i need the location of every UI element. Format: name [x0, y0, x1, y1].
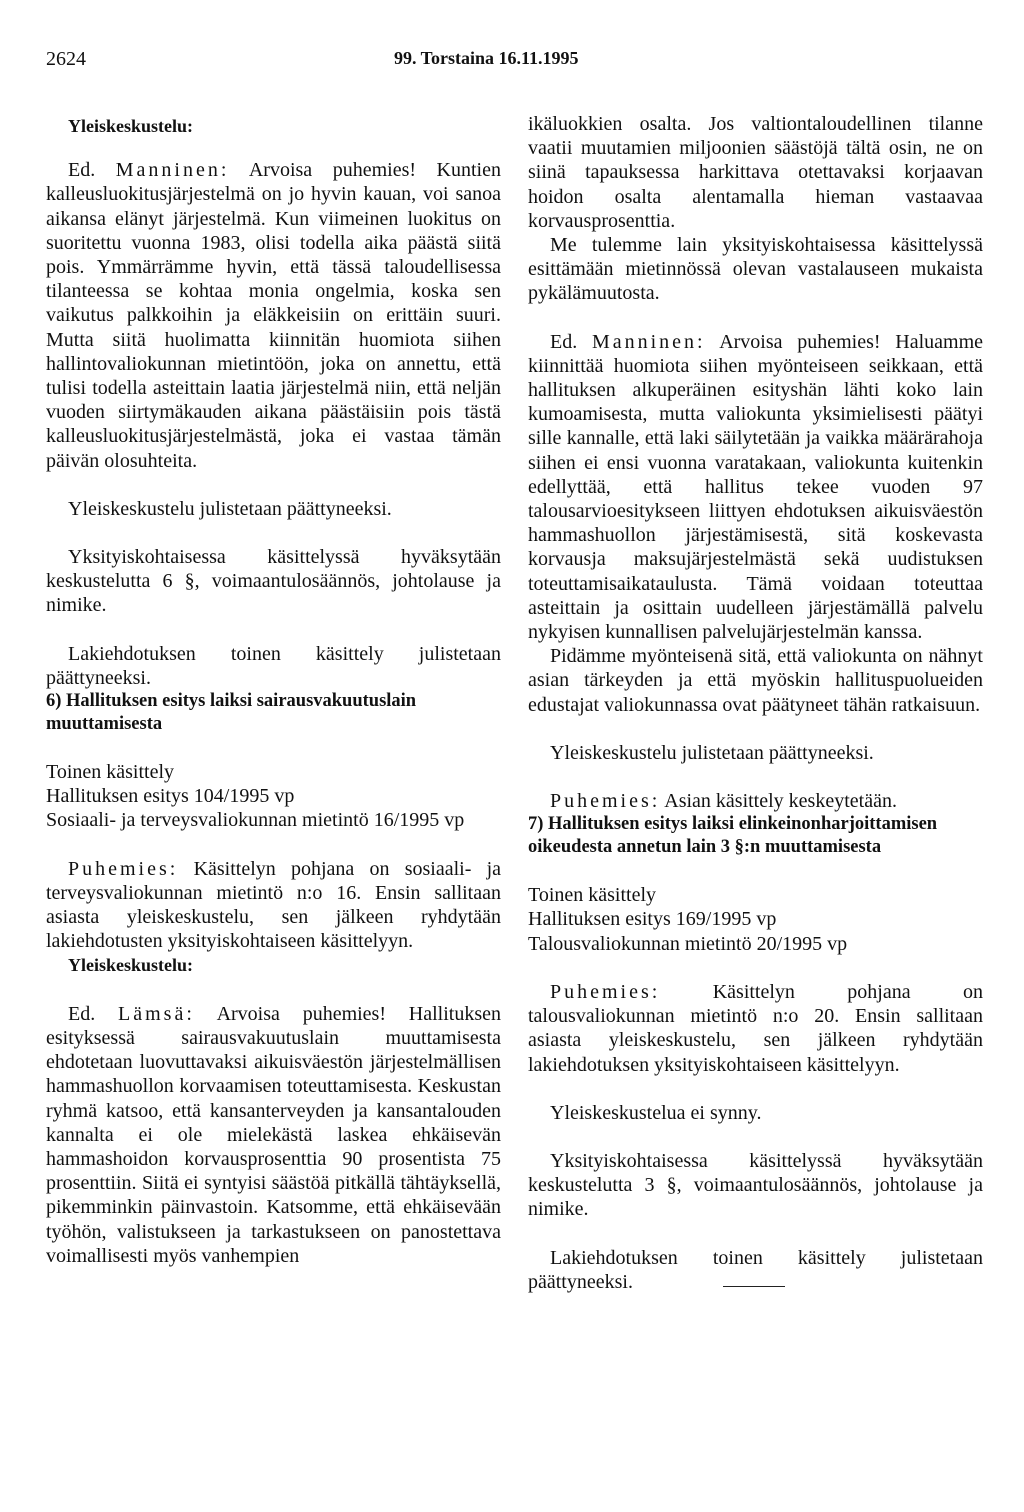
speech-text: Arvoisa puhemies! Kuntien kalleusluokitusjärjestelmä on jo hyvin kauan, voi sanoa aikansa elänyt järjestelmä. Kun viimeinen luokitus on suoritettu vuonna 1983, olisi todella aika päästä siitä pois. Ymmärrämme hyvin, että tässä taloudellisessa tilanteessa se kohtaa monia ongelmia, koska sen vaikutus palkkoihin ja eläkkeisiin on erittäin suuri. Mutta siitä huolimatta kiinnitän huomiota siihen hallintovaliokunnan mietintöön, joka on annettu, että tulisi todella asteittain laatia järjestelmä niin, että neljän vuoden siirtymäkauden aikana päästäisiin pois tästä kalleusluokitusjärjestelmästä, joka ei vastaa tämän päivän olosuhteita.	[46, 159, 501, 472]
speaker-prefix: Ed.	[68, 1002, 96, 1025]
speech-text: Käsittelyn pohjana on sosiaali- ja terveysvaliokunnan mietintö n:o 16. Ensin sallitaan asiasta yleiskeskustelu, sen jälkeen ryhdytään lakiehdotusten yksityiskohtaiseen käsittelyyn.	[46, 857, 502, 953]
speaker-name: Puhemies:	[550, 790, 661, 813]
left-column	[46, 114, 501, 1268]
agenda-item-6-meta	[46, 760, 501, 833]
second-reading-closed-notice: Lakiehdotuksen toinen käsittely julistetaan päättyneeksi.	[528, 1246, 983, 1293]
speech-puhemies	[528, 789, 983, 813]
section-heading: Yleiskeskustelu:	[68, 955, 194, 976]
speech-manninen	[46, 158, 501, 473]
speech-puhemies	[46, 857, 501, 954]
detailed-reading-notice: Yksityiskohtaisessa käsittelyssä hyväksytään keskustelutta 6 §, voimaantulosäännös, johtolause ja nimike.	[46, 546, 501, 617]
meta-line: Hallituksen esitys 169/1995 vp	[528, 908, 777, 931]
agenda-item-7-meta	[528, 883, 983, 956]
speaker-name: Manninen:	[115, 159, 230, 182]
speech-manninen-continued: Pidämme myönteisenä sitä, että valiokunta on nähnyt asian tärkeyden ja että myöskin hallituspuolueiden edustajat valiokunnassa ovat päätyneet tähän ratkaisuun.	[528, 645, 983, 716]
no-debate-notice: Yleiskeskustelua ei synny.	[550, 1101, 762, 1124]
speech-text: Arvoisa puhemies! Haluamme kiinnittää huomiota siihen myönteiseen seikkaan, että hallituksen alkuperäinen esityshän lähti koko lain kumoamisesta, mutta valiokunta yksimielisesti päätyi sille kannalle, että laki säilytetään ja vaikka määrärahoja siihen ei ensi vuonna varatakaan, valiokunta kuitenkin edellyttää, että hallitus tekee vuoden 97 talousarvioesitykseen liittyen ehdotuksen aikuisväestön hammashuollon järjestämisestä, sitä koskevasta korvausja maksujärjestelmästä sekä uudistuksen toteuttamisaikataulusta. Tämä voidaan toteuttaa asteittain ja osittain uudelleen järjestämällä palvelu nykyisen kunnallisen palvelujärjestelmän kanssa.	[528, 330, 983, 644]
page-header	[46, 48, 606, 78]
speech-text: Arvoisa puhemies! Hallituksen esityksessä sairausvakuutuslain muuttamisesta ehdotetaan luovuttavaksi aikuisväestön järjestelmällisen hammashuollon korvaamisen toteuttamisesta. Keskustan ryhmä katsoo, että kansanterveyden ja kansantalouden kannalta ei ole mielekästä laskea ehkäisevän hammashoidon korvausprosenttia 90 prosentista 75 prosenttiin. Siitä ei syntyisi säästöä pitkällä tähtäyksellä, pikemminkin päinvastoin. Katsomme, että ehkäisevään työhön, valistukseen ja tarkastukseen on panostettava voimallisesti myös vanhempien	[46, 1002, 501, 1267]
meta-line: Talousvaliokunnan mietintö 20/1995 vp	[528, 932, 848, 955]
speech-text: Käsittelyn pohjana on talousvaliokunnan mietintö n:o 20. Ensin sallitaan asiasta yleiskeskustelu, sen jälkeen ryhdytään lakiehdotuksen yksityiskohtaiseen käsittelyyn.	[528, 980, 983, 1076]
speech-lamsa-continued: Me tulemme lain yksityiskohtaisessa käsittelyssä esittämään mietinnössä olevan vastalauseen mukaista pykälämuutosta.	[528, 234, 983, 305]
page-number: 2624	[46, 48, 86, 70]
speech-manninen	[528, 330, 983, 645]
session-title: 99. Torstaina 16.11.1995	[394, 48, 579, 68]
closing-block	[528, 1246, 983, 1294]
section-heading: Yleiskeskustelu:	[68, 116, 194, 136]
speaker-name: Puhemies:	[68, 857, 179, 880]
meta-line: Sosiaali- ja terveysvaliokunnan mietintö 16/1995 vp	[46, 809, 465, 832]
right-column	[528, 112, 983, 1294]
debate-closed-notice: Yleiskeskustelu julistetaan päättyneeksi.	[550, 741, 874, 764]
speech-text: Asian käsittely keskeytetään.	[664, 790, 897, 813]
agenda-item-7-title: 7) Hallituksen esitys laiksi elinkeinonharjoittamisen oikeudesta annetun lain 3 §:n muuttamisesta	[528, 814, 938, 858]
meta-line: Toinen käsittely	[46, 761, 175, 784]
second-reading-closed-notice: Lakiehdotuksen toinen käsittely julistetaan päättyneeksi.	[46, 642, 501, 689]
speaker-prefix: Ed.	[550, 330, 578, 353]
speaker-name: Puhemies:	[550, 980, 661, 1003]
meta-line: Toinen käsittely	[528, 884, 657, 907]
speech-lamsa	[46, 1002, 501, 1268]
speaker-name: Manninen:	[591, 330, 706, 353]
debate-closed-notice: Yleiskeskustelu julistetaan päättyneeksi.	[68, 497, 392, 520]
speech-lamsa-continued: ikäluokkien osalta. Jos valtiontaloudellinen tilanne vaatii muutamien miljoonien säästöjä tältä osin, ne on siinä tapauksessa harkittava otettavaksi korjaavan hoidon osalta alentamalla hieman vastaavaa korvausprosenttia.	[528, 113, 983, 232]
speaker-prefix: Ed.	[68, 159, 96, 182]
meta-line: Hallituksen esitys 104/1995 vp	[46, 785, 295, 808]
detailed-reading-notice: Yksityiskohtaisessa käsittelyssä hyväksytään keskustelutta 3 §, voimaantulosäännös, johtolause ja nimike.	[528, 1149, 983, 1221]
speaker-name: Lämsä:	[118, 1002, 195, 1025]
end-rule-divider	[723, 1286, 785, 1287]
agenda-item-6-title: 6) Hallituksen esitys laiksi sairausvakuutuslain muuttamisesta	[46, 691, 417, 735]
speech-puhemies	[528, 980, 983, 1077]
